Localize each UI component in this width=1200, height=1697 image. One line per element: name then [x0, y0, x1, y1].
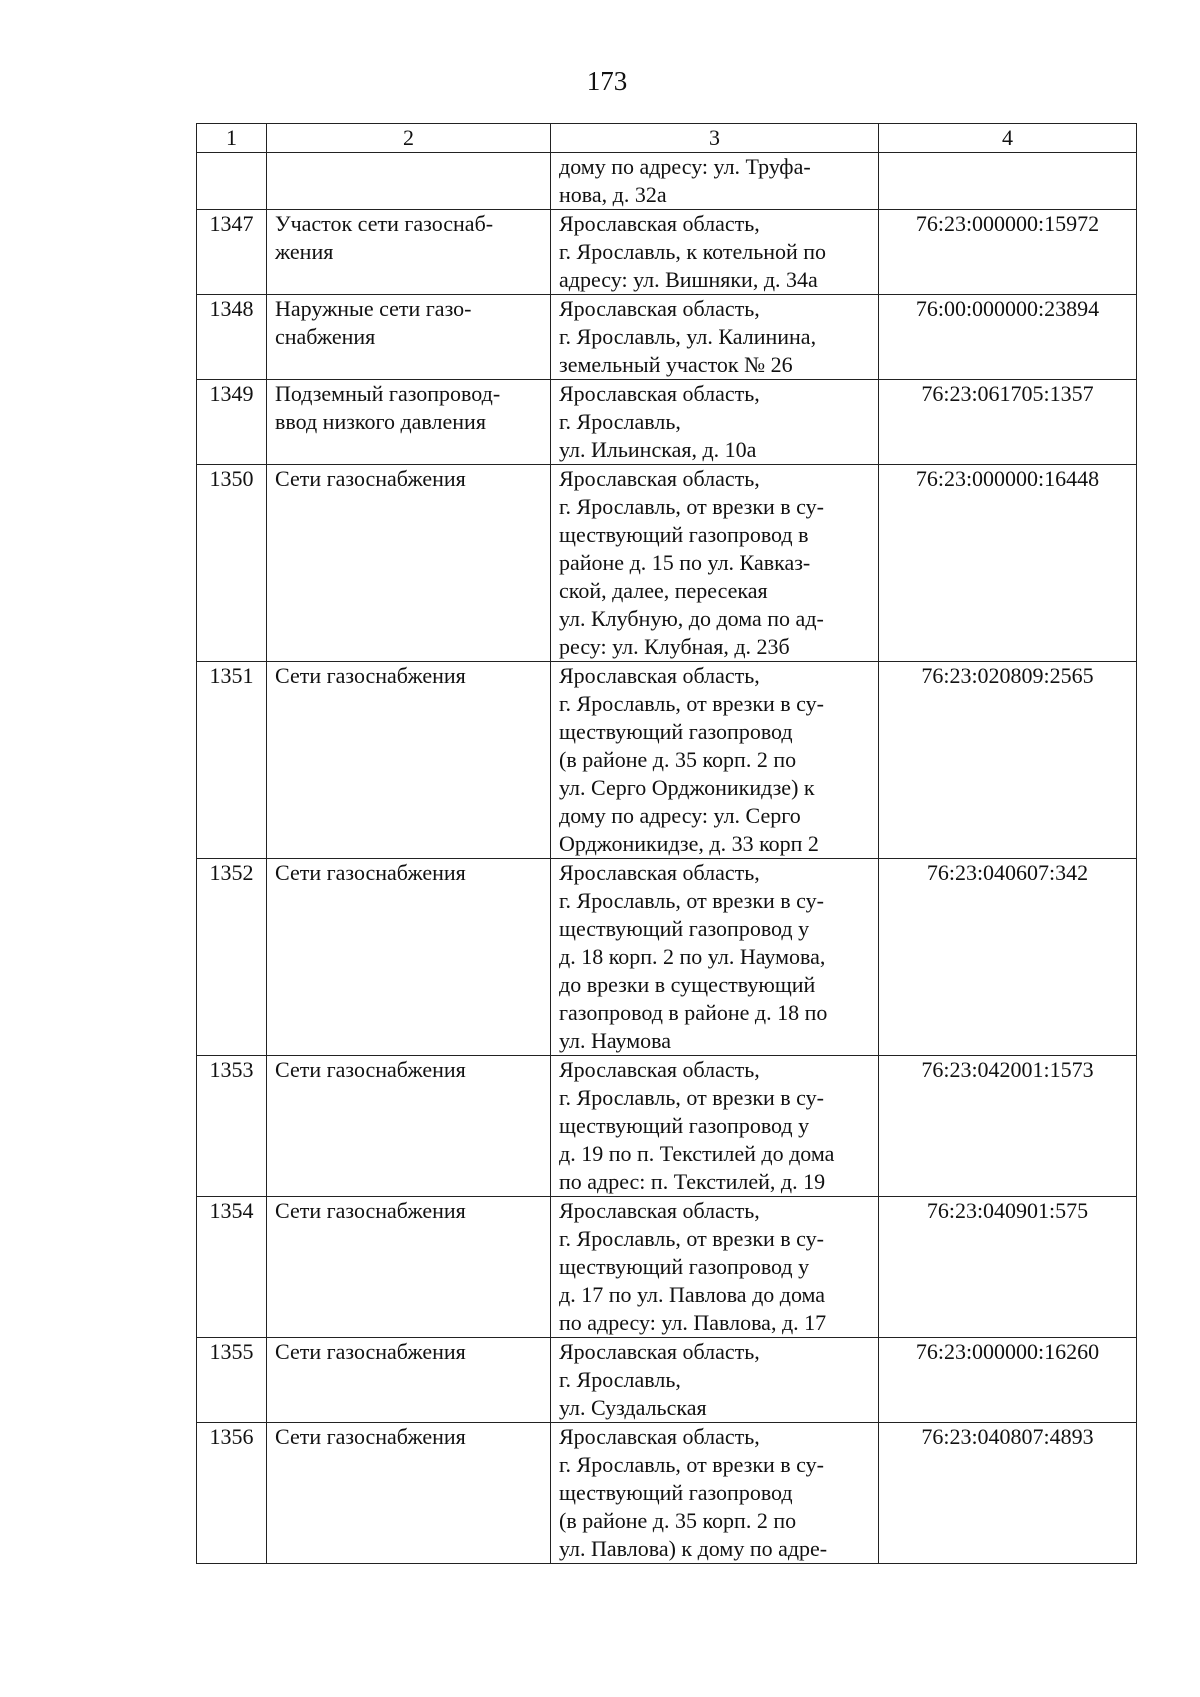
table-row: [197, 210, 1137, 295]
object-address: Ярославская область, г. Ярославль, от врезки в су- ществующий газопровод в районе д. 15 по ул. Кавказ- ской, далее, пересекая ул. Клубную, до дома по ад- ресу: ул. Клубная, д. 23б: [551, 465, 879, 662]
column-header-3: 3: [551, 124, 879, 153]
cadastral-number: 76:23:000000:15972: [879, 210, 1137, 295]
page-number: 173: [586, 66, 628, 96]
header-row: [197, 124, 1137, 153]
cadastral-number: 76:23:020809:2565: [879, 662, 1137, 859]
cadastral-number: [879, 153, 1137, 210]
cadastral-number: 76:23:040901:575: [879, 1197, 1137, 1338]
object-name: Сети газоснабжения: [267, 1056, 551, 1197]
object-name: Участок сети газоснаб- жения: [267, 210, 551, 295]
table-row: [197, 1056, 1137, 1197]
object-name: Сети газоснабжения: [267, 662, 551, 859]
cadastral-number: 76:23:040807:4893: [879, 1423, 1137, 1564]
table-row: [197, 859, 1137, 1056]
column-header-1: 1: [197, 124, 267, 153]
row-number: 1351: [197, 662, 267, 859]
cadastral-number: 76:23:040607:342: [879, 859, 1137, 1056]
column-header-4: 4: [879, 124, 1137, 153]
object-address: дому по адресу: ул. Труфа- нова, д. 32а: [551, 153, 879, 210]
row-number: 1355: [197, 1338, 267, 1423]
registry-table: [196, 123, 1137, 1564]
table-row: [197, 153, 1137, 210]
row-number: [197, 153, 267, 210]
object-address: Ярославская область, г. Ярославль, от врезки в су- ществующий газопровод (в районе д. 35 корп. 2 по ул. Павлова) к дому по адре-: [551, 1423, 879, 1564]
table-row: [197, 1338, 1137, 1423]
object-address: Ярославская область, г. Ярославль, ул. Калинина, земельный участок № 26: [551, 295, 879, 380]
object-address: Ярославская область, г. Ярославль, ул. Ильинская, д. 10а: [551, 380, 879, 465]
row-number: 1353: [197, 1056, 267, 1197]
object-name: Сети газоснабжения: [267, 1197, 551, 1338]
cadastral-number: 76:23:000000:16260: [879, 1338, 1137, 1423]
object-name: Сети газоснабжения: [267, 859, 551, 1056]
object-address: Ярославская область, г. Ярославль, от врезки в су- ществующий газопровод (в районе д. 35 корп. 2 по ул. Серго Орджоникидзе) к дому по адресу: ул. Серго Орджоникидзе, д. 33 корп 2: [551, 662, 879, 859]
row-number: 1347: [197, 210, 267, 295]
object-name: Наружные сети газо- снабжения: [267, 295, 551, 380]
row-number: 1354: [197, 1197, 267, 1338]
cadastral-number: 76:23:000000:16448: [879, 465, 1137, 662]
table-row: [197, 465, 1137, 662]
table-row: [197, 295, 1137, 380]
object-name: Подземный газопровод- ввод низкого давления: [267, 380, 551, 465]
object-address: Ярославская область, г. Ярославль, к котельной по адресу: ул. Вишняки, д. 34а: [551, 210, 879, 295]
cadastral-number: 76:23:061705:1357: [879, 380, 1137, 465]
column-header-2: 2: [267, 124, 551, 153]
object-name: Сети газоснабжения: [267, 1423, 551, 1564]
object-address: Ярославская область, г. Ярославль, от врезки в су- ществующий газопровод у д. 19 по п. Текстилей до дома по адрес: п. Текстилей, д. 19: [551, 1056, 879, 1197]
row-number: 1352: [197, 859, 267, 1056]
object-name: Сети газоснабжения: [267, 1338, 551, 1423]
row-number: 1356: [197, 1423, 267, 1564]
row-number: 1348: [197, 295, 267, 380]
row-number: 1349: [197, 380, 267, 465]
cadastral-number: 76:23:042001:1573: [879, 1056, 1137, 1197]
object-address: Ярославская область, г. Ярославль, ул. Суздальская: [551, 1338, 879, 1423]
table-row: [197, 1423, 1137, 1564]
object-name: [267, 153, 551, 210]
table-row: [197, 662, 1137, 859]
object-name: Сети газоснабжения: [267, 465, 551, 662]
object-address: Ярославская область, г. Ярославль, от врезки в су- ществующий газопровод у д. 18 корп. 2 по ул. Наумова, до врезки в существующий газопровод в районе д. 18 по ул. Наумова: [551, 859, 879, 1056]
cadastral-number: 76:00:000000:23894: [879, 295, 1137, 380]
table-row: [197, 380, 1137, 465]
table-row: [197, 1197, 1137, 1338]
object-address: Ярославская область, г. Ярославль, от врезки в су- ществующий газопровод у д. 17 по ул. Павлова до дома по адресу: ул. Павлова, д. 17: [551, 1197, 879, 1338]
row-number: 1350: [197, 465, 267, 662]
